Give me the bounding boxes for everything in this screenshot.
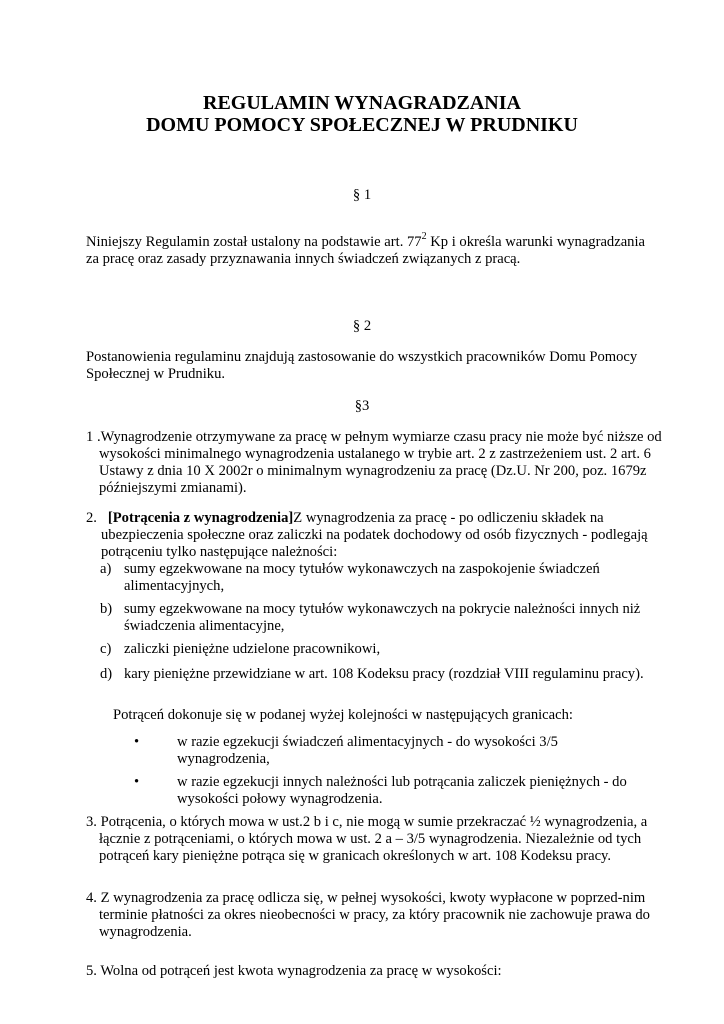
list-item-a: a) sumy egzekwowane na mocy tytułów wykonawczych na zaspokojenie świadczeń alimentacyjnych, <box>100 561 600 594</box>
paragraph-3: 3. Potrącenia, o których mowa w ust.2 b i c, nie mogą w sumie przekraczać ½ wynagrodzenia, a łącznie z potrąceniami, o których mowa w ust. 2 a – 3/5 wynagrodzenia. Niezależnie od tych potrąceń kary pieniężne potrąca się w granicach określonych w art. 108 Kodeksu pracy. <box>86 814 648 864</box>
section-2-heading: § 2 <box>352 318 372 334</box>
list-item-d: d) kary pieniężne przewidziane w art. 108 Kodeksu pracy (rozdział VIII regulaminu pracy). <box>100 666 644 682</box>
title-line-1: REGULAMIN WYNAGRADZANIA <box>203 92 521 114</box>
document-title <box>0 92 724 136</box>
section-1-heading: § 1 <box>352 187 372 203</box>
bullet-item-2: • w razie egzekucji innych należności lub potrącania zaliczek pieniężnych - do wysokości połowy wynagrodzenia. <box>134 774 627 807</box>
section-2-text: Postanowienia regulaminu znajdują zastosowanie do wszystkich pracowników Domu Pomocy Społecznej w Prudniku. <box>86 349 638 382</box>
list-item-b: b) sumy egzekwowane na mocy tytułów wykonawczych na pokrycie należności innych niż świadczenia alimentacyjne, <box>100 601 641 634</box>
paragraph-2: 2. [Potrącenia z wynagrodzenia]Z wynagrodzenia za pracę - po odliczeniu składek na ubezpieczenia społeczne oraz zaliczki na podatek dochodowy od osób fizycznych - podlegają potrąceniu tylko następujące należności: <box>86 510 648 560</box>
section-3-heading: §3 <box>354 398 370 414</box>
list-item-c: c) zaliczki pieniężne udzielone pracownikowi, <box>100 641 381 657</box>
section-1-text: Niniejszy Regulamin został ustalony na podstawie art. $77^2$ Kp i określa warunki wynagradzania za pracę oraz zasady przyznawania innych świadczeń związanych z pracą. <box>86 231 646 267</box>
paragraph-2-heading: [Potrącenia z wynagrodzenia] <box>107 510 294 526</box>
deduction-order-text: Potrąceń dokonuje się w podanej wyżej kolejności w następujących granicach: <box>113 707 573 723</box>
bullet-icon: • <box>134 734 140 750</box>
paragraph-5: 5. Wolna od potrąceń jest kwota wynagrodzenia za pracę w wysokości: <box>86 963 502 979</box>
paragraph-1: 1 .Wynagrodzenie otrzymywane za pracę w pełnym wymiarze czasu pracy nie może być niższe od wysokości minimalnego wynagrodzenia ustalanego w trybie art. 2 z zastrzeżeniem ust. 2 art. 6 Ustawy z dnia 10 X 2002r o minimalnym wynagrodzeniu za pracę (Dz.U. Nr 200, poz. 1679z późniejszymi zmianami). <box>86 429 662 496</box>
paragraph-4: 4. Z wynagrodzenia za pracę odlicza się, w pełnej wysokości, kwoty wypłacone w poprzed-nim terminie płatności za okres nieobecności w pracy, za który pracownik nie zachowuje prawa do wynagrodzenia. <box>86 890 650 940</box>
bullet-icon: • <box>134 774 140 790</box>
title-line-2: DOMU POMOCY SPOŁECZNEJ W PRUDNIKU <box>146 114 578 136</box>
bullet-item-1: • w razie egzekucji świadczeń alimentacyjnych - do wysokości 3/5 wynagrodzenia, <box>134 734 558 767</box>
